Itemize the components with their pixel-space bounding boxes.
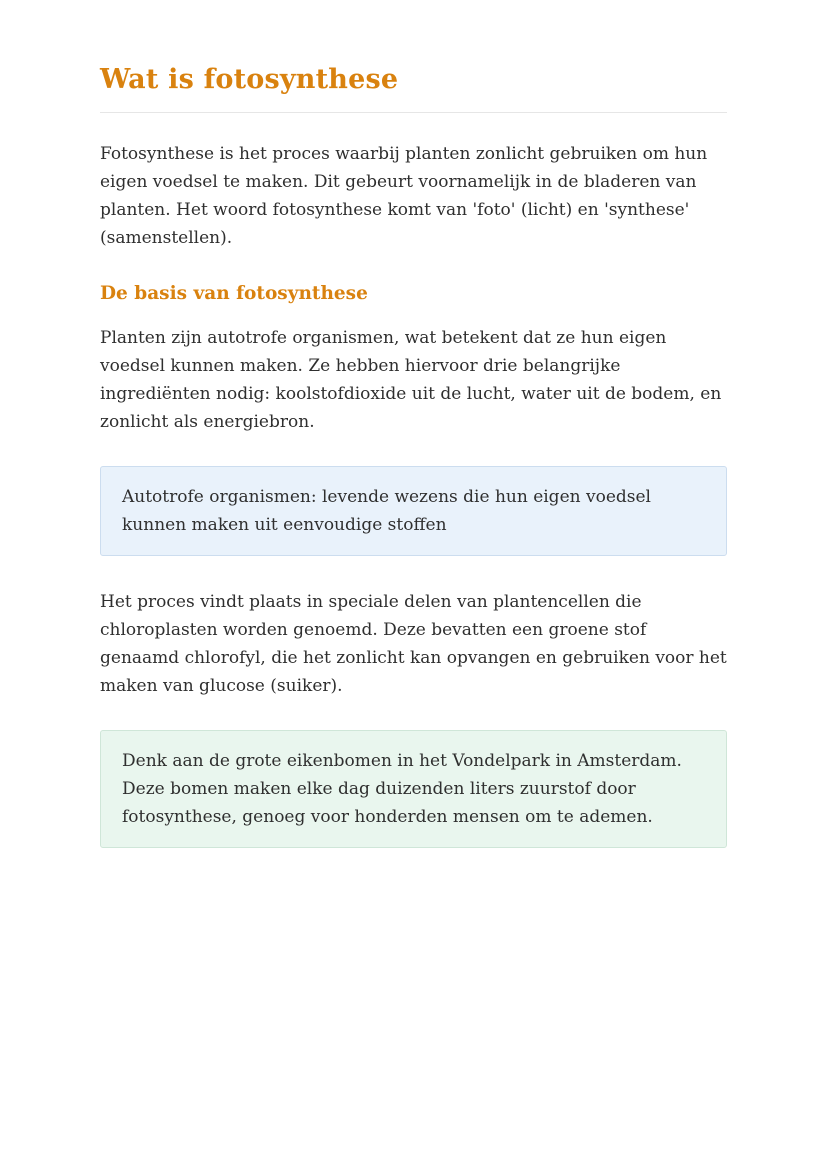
page-title: Wat is fotosynthese xyxy=(100,64,399,95)
example-callout-box xyxy=(100,730,727,848)
definition-callout-box xyxy=(100,466,727,556)
chloroplast-paragraph: Het proces vindt plaats in speciale delen van plantencellen die chloroplasten worden genoemd. Deze bevatten een groene stof genaamd chlorofyl, die het zonlicht kan opvangen en gebruiken voor het maken van glucose (suiker). xyxy=(100,592,727,697)
title-divider xyxy=(100,112,727,113)
basis-paragraph: Planten zijn autotrofe organismen, wat betekent dat ze hun eigen voedsel kunnen maken. Ze hebben hiervoor drie belangrijke ingrediënten nodig: koolstofdioxide uit de lucht, water uit de bodem, en zonlicht als energiebron. xyxy=(100,328,722,433)
intro-paragraph: Fotosynthese is het proces waarbij planten zonlicht gebruiken om hun eigen voedsel te maken. Dit gebeurt voornamelijk in de bladeren van planten. Het woord fotosynthese komt van 'foto' (licht) en 'synthese' (samenstellen). xyxy=(100,144,708,249)
section-heading-basis: De basis van fotosynthese xyxy=(100,283,368,305)
example-callout-text: Denk aan de grote eikenbomen in het Vondelpark in Amsterdam. Deze bomen maken elke dag duizenden liters zuurstof door fotosynthese, genoeg voor honderden mensen om te ademen. xyxy=(122,751,682,828)
definition-callout-text: Autotrofe organismen: levende wezens die hun eigen voedsel kunnen maken uit eenvoudige stoffen xyxy=(122,487,651,536)
